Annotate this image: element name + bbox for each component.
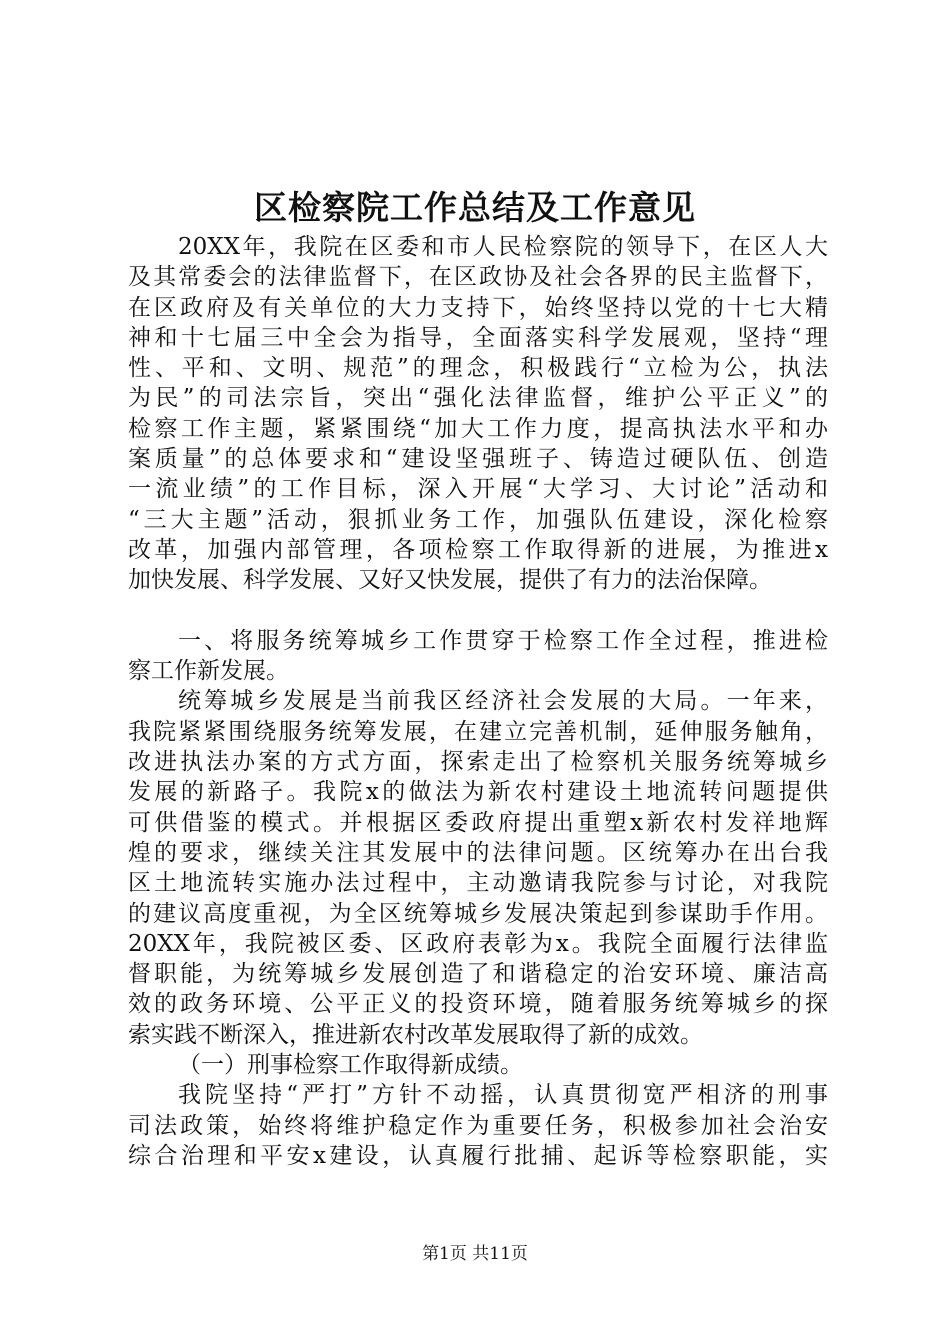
document-body [128, 232, 828, 1171]
paragraph-3-line-1: 统筹城乡发展是当前我区经济社会发展的大局。一年来， [178, 688, 828, 715]
paragraph-3-line-5: 可供借鉴的模式。并根据区委政府提出重塑x新农村发祥地辉 [128, 809, 828, 836]
paragraph-3-line-3: 改进执法办案的方式方面，探索走出了检察机关服务统筹城乡 [128, 749, 828, 776]
subsection-heading: （一）刑事检察工作取得新成绩。 [178, 1052, 523, 1079]
paragraph-1-line-3: 在区政府及有关单位的大力支持下，始终坚持以党的十七大精 [128, 294, 828, 321]
paragraph-3-line-7: 区土地流转实施办法过程中，主动邀请我院参与讨论，对我院 [128, 870, 828, 897]
paragraph-gap [128, 596, 828, 626]
paragraph-5-line-1: 我院坚持“严打”方针不动摇，认真贯彻宽严相济的刑事 [178, 1082, 828, 1109]
page-footer: 第1页 共11页 [422, 1244, 528, 1264]
paragraph-3-line-10: 督职能，为统筹城乡发展创造了和谐稳定的治安环境、廉洁高 [128, 961, 828, 988]
paragraph-1-line-11: 改革，加强内部管理，各项检察工作取得新的进展，为推进x [128, 536, 828, 563]
paragraph-1-line-2: 及其常委会的法律监督下，在区政协及社会各界的民主监督下， [128, 264, 828, 291]
paragraph-3-line-4: 发展的新路子。我院x的做法为新农村建设土地流转问题提供 [128, 779, 828, 806]
paragraph-3-line-6: 煌的要求，继续关注其发展中的法律问题。区统筹办在出台我 [128, 839, 828, 866]
paragraph-1-line-7: 检察工作主题，紧紧围绕“加大工作力度，提高执法水平和办 [128, 415, 828, 442]
paragraph-1-line-12: 加快发展、科学发展、又好又快发展，提供了有力的法治保障。 [128, 567, 772, 594]
paragraph-3-line-12: 索实践不断深入，推进新农村改革发展取得了新的成效。 [128, 1021, 703, 1048]
document-title: 区检察院工作总结及工作意见 [254, 188, 696, 227]
paragraph-1-line-1: 20XX年，我院在区委和市人民检察院的领导下，在区人大 [178, 234, 828, 260]
paragraph-3-line-8: 的建议高度重视，为全区统筹城乡发展决策起到参谋助手作用。 [128, 900, 828, 927]
paragraph-1-line-9: 一流业绩”的工作目标，深入开展“大学习、大讨论”活动和 [128, 476, 828, 503]
paragraph-5-line-2: 司法政策，始终将维护稳定作为重要任务，积极参加社会治安 [128, 1112, 828, 1139]
paragraph-3-line-11: 效的政务环境、公平正义的投资环境，随着服务统筹城乡的探 [128, 991, 828, 1018]
section-heading-line-2: 察工作新发展。 [128, 658, 289, 685]
paragraph-1-line-8: 案质量”的总体要求和“建设坚强班子、铸造过硬队伍、创造 [128, 446, 828, 473]
paragraph-1-line-6: 为民”的司法宗旨，突出“强化法律监督，维护公平正义”的 [128, 385, 828, 412]
section-heading-line-1: 一、将服务统筹城乡工作贯穿于检察工作全过程，推进检 [178, 627, 828, 654]
paragraph-1-line-5: 性、平和、文明、规范”的理念，积极践行“立检为公，执法 [128, 355, 828, 382]
paragraph-5-line-3: 综合治理和平安x建设，认真履行批捕、起诉等检察职能，实 [128, 1142, 828, 1169]
paragraph-1-line-4: 神和十七届三中全会为指导，全面落实科学发展观，坚持“理 [128, 324, 828, 351]
paragraph-3-line-2: 我院紧紧围绕服务统筹发展，在建立完善机制，延伸服务触角， [128, 718, 828, 745]
paragraph-1-line-10: “三大主题”活动，狠抓业务工作，加强队伍建设，深化检察 [128, 506, 828, 533]
paragraph-3-line-9: 20XX年，我院被区委、区政府表彰为x。我院全面履行法律监 [128, 930, 828, 957]
